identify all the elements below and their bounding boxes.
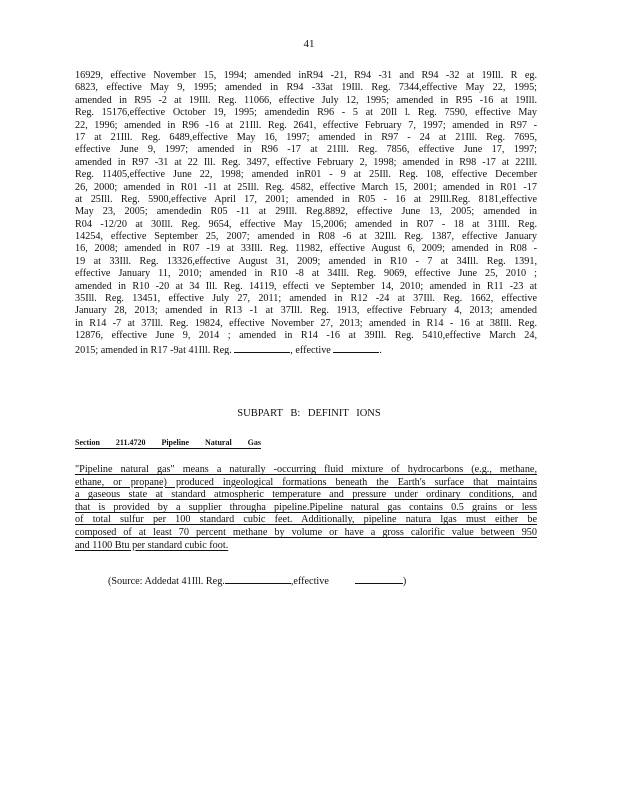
history-line: in R14 -7 at 37Ill. Reg. 19824, effective November 27, 2013; amended in R14 - 16 at 38Ill. Reg. [75,317,537,329]
history-line: 22, 1996; amended in R96 -16 at 21Ill. Reg. 2641, effective February 7, 1997; amended in R97 - [75,119,537,131]
source-end: ) [402,576,407,587]
amendment-history [75,70,537,355]
history-line: amended in R10 -20 at 34 Ill. Reg. 14119, effecti ve September 14, 2010; amended in R11 -23 at [75,280,537,292]
history-line: Reg. 11405,effective June 22, 1998; amended inR01 - 9 at 25Ill. Reg. 108, effective December [75,169,537,181]
history-line: R04 -12/20 at 30Ill. Reg. 9654, effective May 15,2006; amended in R07 - 18 at 31Ill. Reg. [75,218,537,230]
history-line: 26, 2000; amended in R01 -11 at 25Ill. Reg. 4582, effective March 15, 2001; amended in R01 -17 [75,181,537,193]
history-line: 35Ill. Reg. 13451, effective July 27, 2011; amended in R12 -24 at 37Ill. Reg. 1662, effective [75,293,537,305]
history-line: amended in R97 -31 at 22 Ill. Reg. 3497, effective February 2, 1998; amended in R98 -17 at 22Ill. [75,156,537,168]
definition-line: that is provided by a supplier througha pipeline.Pipeline natural gas contains 0.5 grains or less [75,501,537,513]
subpart-heading: SUBPART B: DEFINIT IONS [237,408,381,419]
section-heading: Section 211.4720 Pipeline Natural Gas [75,438,261,447]
history-line: 12876, effective June 9, 2014 ; amended in R14 -16 at 39Ill. Reg. 5410,effective March 24, [75,330,537,342]
history-last-text: 2015; amended in R17 -9at 41Ill. Reg. [75,344,232,355]
definition-line: "Pipeline natural gas" means a naturally -occurring fluid mixture of hydrocarbons (e.g., methane, [75,464,537,475]
history-line: 6823, effective May 9, 1995; amended in R94 -33at 19Ill. Reg. 7344,effective May 22, 1995; [75,82,537,94]
history-line: effective January 11, 2010; amended in R10 -8 at 34Ill. Reg. 9069, effective June 25, 2010 ; [75,268,537,280]
definition-line: ethane, or propane) produced ingeological formations beneath the Earth's surface that maintains [75,476,537,488]
history-last-middle: , effective [290,344,331,355]
history-line-last [75,343,537,355]
definition-line: and 1100 Btu per standard cubic foot. [75,539,229,551]
definition-line: a gaseous state at standard atmospheric temperature and pressure under ordinary conditions, and [75,489,537,501]
source-register-blank [225,574,291,584]
source-note [108,574,406,587]
effective-date-blank [333,343,379,353]
history-line: 19 at 33Ill. Reg. 13326,effective August 31, 2009; amended in R10 - 7 at 34Ill. Reg. 1391, [75,255,537,267]
history-line: at 25Ill. Reg. 5900,effective April 17, 2001; amended in R05 - 16 at 29Ill.Reg. 8181,effective [75,193,537,205]
source-middle: ,effective [290,576,329,587]
source-text: (Source: Addedat 41Ill. Reg. [108,576,225,587]
history-line: January 28, 2013; amended in R13 -1 at 37Ill. Reg. 1913, effective February 4, 2013; amended [75,305,537,317]
history-line: amended in R95 -2 at 19Ill. Reg. 11066, effective July 12, 1995; amended in R95 -16 at 19Ill. [75,94,537,106]
definition-line: of total sulfur per 100 standard cubic feet. Additionally, pipeline natura lgas must either be [75,514,537,526]
definition-line: composed of at least 70 percent methane by volume or have a gross calorific value between 950 [75,526,537,538]
page-number: 41 [303,38,315,50]
history-line: 16929, effective November 15, 1994; amended inR94 -21, R94 -31 and R94 -32 at 19Ill. R eg. [75,70,537,81]
history-last-end: . [379,344,382,355]
source-effective-blank [355,574,403,584]
register-page-blank [234,343,290,353]
history-line: 17 at 21Ill. Reg. 6489,effective May 16, 1997; amended in R97 - 24 at 21Ill. Reg. 7695, [75,131,537,143]
history-line: 16, 2008; amended in R07 -19 at 33Ill. Reg. 11982, effective August 6, 2009; amended in R08 - [75,243,537,255]
history-line: Reg. 15176,effective October 19, 1995; amendedin R96 - 5 at 20Il l. Reg. 7590, effective May [75,107,537,119]
history-line: May 23, 2005; amendedin R05 -11 at 29Ill. Reg.8892, effective June 13, 2005; amended in [75,206,537,218]
history-line: 14254, effective September 25, 2007; amended in R08 -6 at 32Ill. Reg. 1387, effective January [75,231,537,243]
history-line: effective June 9, 1997; amended in R96 -17 at 21Ill. Reg. 7856, effective June 17, 1997; [75,144,537,156]
definition-paragraph [75,464,537,552]
